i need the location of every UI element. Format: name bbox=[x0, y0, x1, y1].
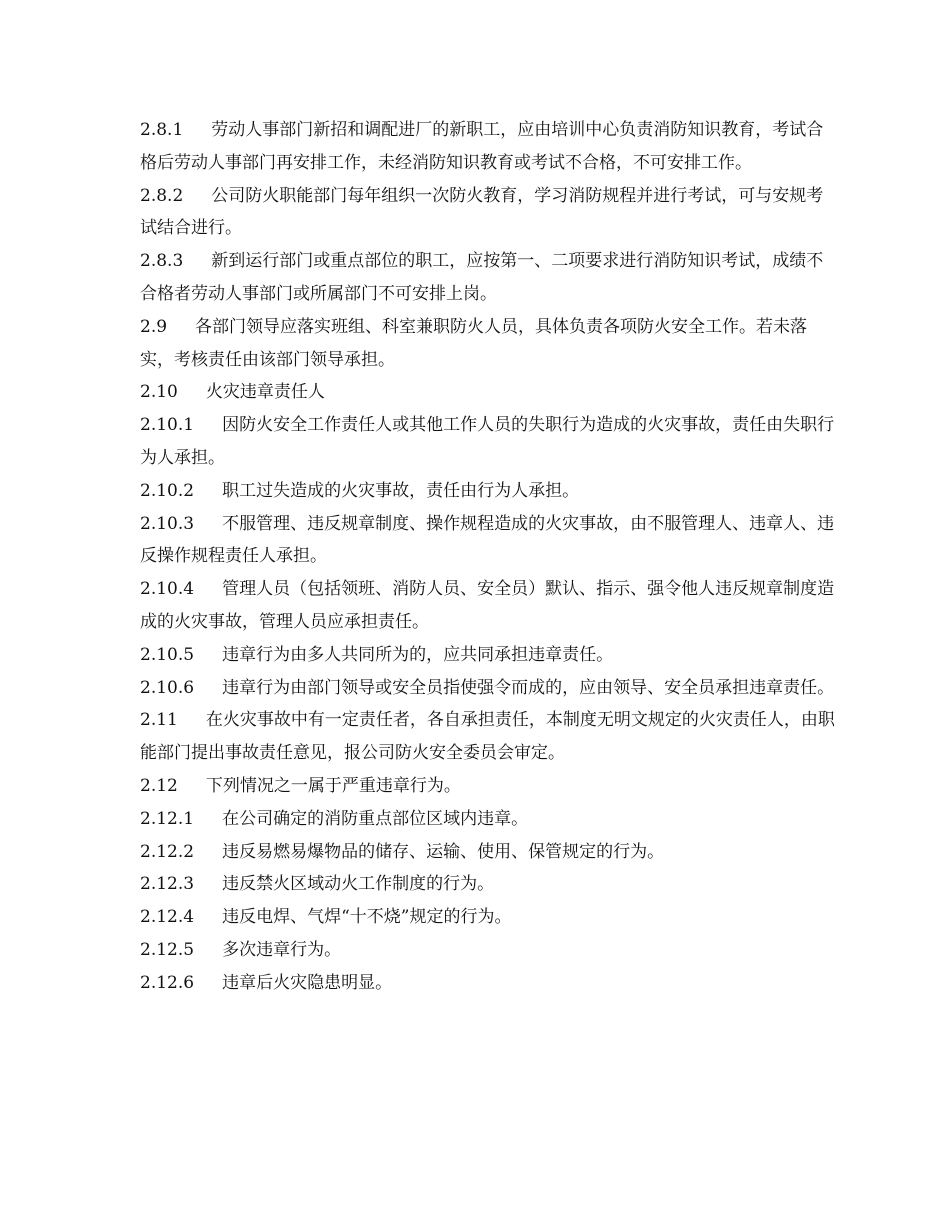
document-body bbox=[140, 114, 840, 1000]
clause-number: 2.12.4 bbox=[140, 907, 195, 928]
clause-number: 2.12.6 bbox=[140, 972, 195, 993]
clause-number: 2.12.5 bbox=[140, 939, 195, 960]
clause-text: 管理人员（包括领班、消防人员、安全员）默认、指示、强令他人违反规章制度造成的火灾事故，管理人员应承担责任。 bbox=[140, 579, 835, 632]
clause-2-12-1 bbox=[140, 803, 840, 836]
clause-2-12-5 bbox=[140, 934, 840, 967]
clause-2-10-5 bbox=[140, 639, 840, 672]
clause-number: 2.12 bbox=[140, 775, 178, 796]
clause-text: 违章行为由部门领导或安全员指使强令而成的，应由领导、安全员承担违章责任。 bbox=[222, 677, 835, 698]
clause-number: 2.11 bbox=[140, 710, 178, 731]
clause-2-10 bbox=[140, 376, 840, 409]
clause-2-10-2 bbox=[140, 475, 840, 508]
clause-number: 2.9 bbox=[140, 316, 168, 337]
clause-number: 2.10.6 bbox=[140, 677, 195, 698]
clause-number: 2.10.2 bbox=[140, 480, 195, 501]
clause-2-10-4 bbox=[140, 573, 840, 639]
clause-text: 违反禁火区域动火工作制度的行为。 bbox=[222, 874, 495, 895]
clause-text: 违反电焊、气焊“十不烧”规定的行为。 bbox=[222, 907, 512, 928]
clause-text: 公司防火职能部门每年组织一次防火教育，学习消防规程并进行考试，可与安规考试结合进行。 bbox=[140, 185, 824, 239]
clause-number: 2.8.3 bbox=[140, 251, 184, 272]
clause-text: 在火灾事故中有一定责任者，各自承担责任，本制度无明文规定的火灾责任人，由职能部门提出事故责任意见，报公司防火安全委员会审定。 bbox=[140, 710, 835, 764]
clause-number: 2.8.1 bbox=[140, 120, 184, 140]
clause-2-12 bbox=[140, 770, 840, 803]
clause-text: 违章行为由多人共同所为的，应共同承担违章责任。 bbox=[222, 644, 614, 665]
clause-number: 2.10.1 bbox=[140, 415, 195, 436]
clause-2-10-6 bbox=[140, 672, 840, 705]
clause-text: 违章后火灾隐患明显。 bbox=[222, 972, 393, 993]
clause-number: 2.12.2 bbox=[140, 841, 195, 862]
clause-2-10-1 bbox=[140, 409, 840, 475]
clause-number: 2.10.5 bbox=[140, 644, 195, 665]
clause-text: 火灾违章责任人 bbox=[205, 382, 325, 403]
clause-text: 因防火安全工作责任人或其他工作人员的失职行为造成的火灾事故，责任由失职行为人承担。 bbox=[140, 415, 835, 468]
clause-2-9 bbox=[140, 311, 840, 377]
clause-text: 职工过失造成的火灾事故，责任由行为人承担。 bbox=[222, 480, 580, 501]
clause-text: 违反易燃易爆物品的储存、运输、使用、保管规定的行为。 bbox=[222, 841, 665, 862]
clause-2-8-2 bbox=[140, 180, 840, 246]
clause-2-10-3 bbox=[140, 508, 840, 574]
clause-number: 2.12.1 bbox=[140, 808, 195, 829]
clause-text: 下列情况之一属于严重违章行为。 bbox=[205, 775, 461, 796]
clause-number: 2.10.4 bbox=[140, 579, 195, 600]
clause-text: 各部门领导应落实班组、科室兼职防火人员，具体负责各项防火安全工作。若未落实，考核责任由该部门领导承担。 bbox=[140, 316, 808, 370]
clause-number: 2.10.3 bbox=[140, 513, 195, 534]
clause-number: 2.12.3 bbox=[140, 874, 195, 895]
clause-text: 不服管理、违反规章制度、操作规程造成的火灾事故，由不服管理人、违章人、违反操作规程责任人承担。 bbox=[140, 513, 835, 567]
clause-2-12-4 bbox=[140, 901, 840, 934]
clause-number: 2.10 bbox=[140, 382, 178, 403]
clause-2-12-3 bbox=[140, 868, 840, 901]
clause-2-8-3 bbox=[140, 245, 840, 311]
clause-number: 2.8.2 bbox=[140, 185, 184, 206]
clause-text: 多次违章行为。 bbox=[222, 939, 342, 960]
clause-2-12-2 bbox=[140, 836, 840, 869]
clause-text: 新到运行部门或重点部位的职工，应按第一、二项要求进行消防知识考试，成绩不合格者劳动人事部门或所属部门不可安排上岗。 bbox=[140, 251, 824, 304]
clause-2-12-6 bbox=[140, 967, 840, 1000]
clause-text: 劳动人事部门新招和调配进厂的新职工，应由培训中心负责消防知识教育，考试合格后劳动人事部门再安排工作，未经消防知识教育或考试不合格，不可安排工作。 bbox=[140, 120, 824, 173]
clause-2-8-1 bbox=[140, 114, 840, 180]
clause-text: 在公司确定的消防重点部位区域内违章。 bbox=[222, 808, 529, 829]
clause-2-11 bbox=[140, 704, 840, 770]
